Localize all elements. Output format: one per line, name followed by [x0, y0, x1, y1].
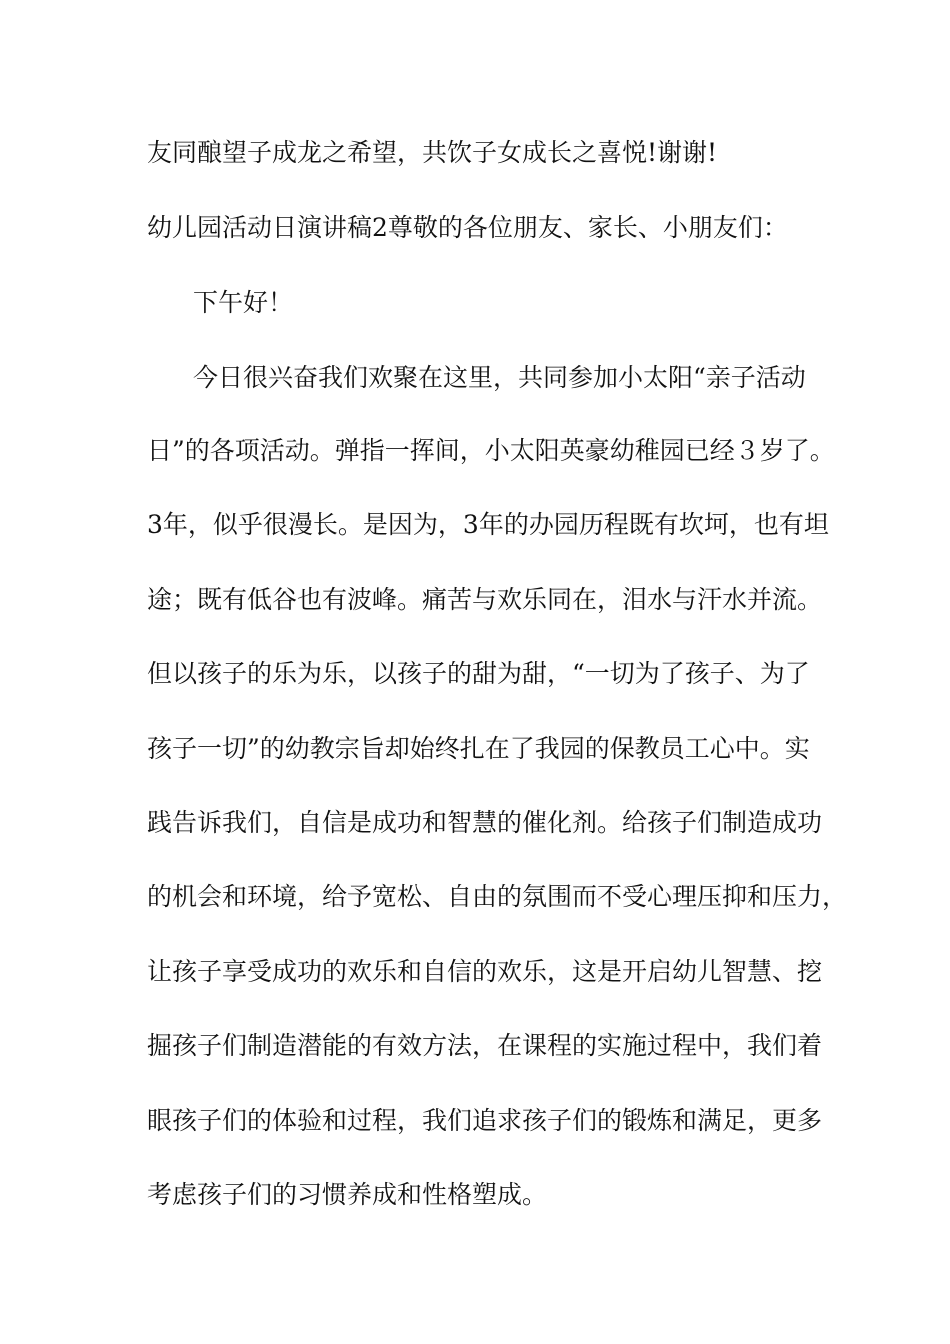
text-line-11: 的机会和环境，给予宽松、自由的氛围而不受心理压抑和压力， — [147, 882, 848, 911]
text-line-5: 日”的各项活动。弹指一挥间，小太阳英豪幼稚园已经３岁了。 — [147, 436, 835, 465]
text-line-12: 让孩子享受成功的欢乐和自信的欢乐，这是开启幼儿智慧、挖 — [147, 957, 823, 986]
text-line-14: 眼孩子们的体验和过程，我们追求孩子们的锻炼和满足，更多 — [147, 1106, 823, 1135]
text-line-1: 友同酿望子成龙之希望，共饮子女成长之喜悦!谢谢! — [147, 138, 718, 167]
text-line-10: 践告诉我们，自信是成功和智慧的催化剂。给孩子们制造成功 — [147, 808, 823, 837]
text-line-9: 孩子一切”的幼教宗旨却始终扎在了我园的保教员工心中。实 — [147, 734, 810, 763]
text-line-2: 幼儿园活动日演讲稿2尊敬的各位朋友、家长、小朋友们： — [147, 213, 788, 242]
text-line-3: 下午好！ — [193, 288, 294, 317]
text-line-4: 今日很兴奋我们欢聚在这里，共同参加小太阳“亲子活动 — [193, 363, 806, 392]
text-line-8: 但以孩子的乐为乐，以孩子的甜为甜，“一切为了孩子、为了 — [147, 659, 810, 688]
text-line-13: 掘孩子们制造潜能的有效方法，在课程的实施过程中，我们着 — [147, 1031, 823, 1060]
text-line-7: 途；既有低谷也有波峰。痛苦与欢乐同在，泪水与汗水并流。 — [147, 585, 823, 614]
text-line-15: 考虑孩子们的习惯养成和性格塑成。 — [147, 1180, 548, 1209]
text-line-6: 3年，似乎很漫长。是因为，3年的办园历程既有坎坷，也有坦 — [147, 510, 829, 539]
